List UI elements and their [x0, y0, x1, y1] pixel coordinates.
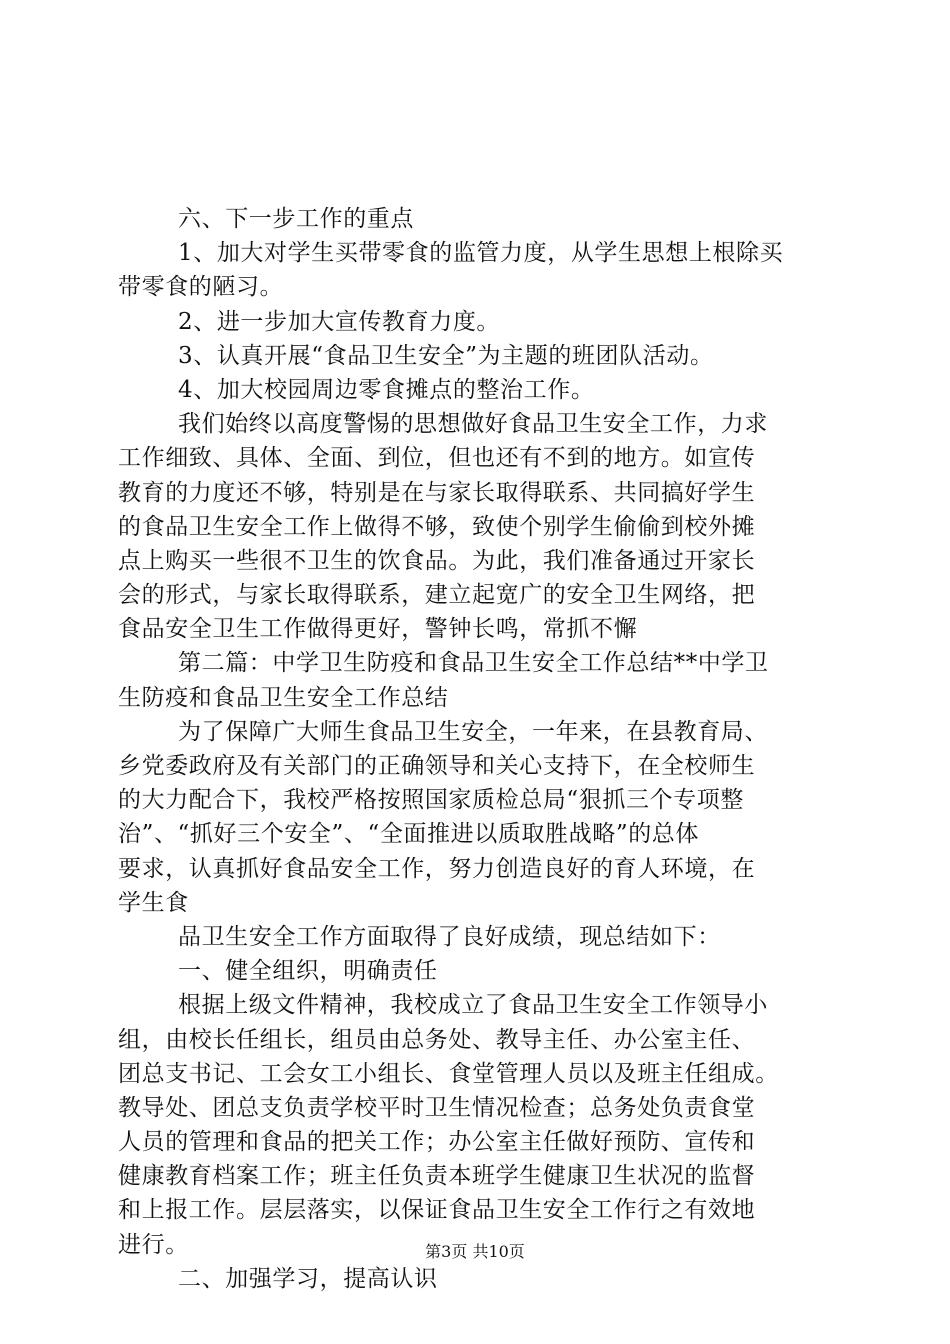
text-line: 的食品卫生安全工作上做得不够，致使个别学生偷偷到校外摊: [118, 513, 756, 540]
text-line: 健康教育档案工作；班主任负责本班学生健康卫生状况的监督: [118, 1163, 756, 1190]
text-line: 要求，认真抓好食品安全工作，努力创造良好的育人环境，在: [118, 855, 756, 882]
text-line: 和上报工作。层层落实，以保证食品卫生安全工作行之有效地: [118, 1197, 756, 1224]
text-line: 为了保障广大师生食品卫生安全，一年来，在县教育局、: [178, 718, 768, 745]
text-line: 点上购买一些很不卫生的饮食品。为此，我们准备通过开家长: [118, 547, 756, 574]
text-line: 教育的力度还不够，特别是在与家长取得联系、共同搞好学生: [118, 479, 756, 506]
text-line: 带零食的陋习。: [118, 274, 284, 301]
text-line: 治”、“抓好三个安全”、“全面推进以质取胜战略”的总体: [118, 821, 699, 848]
text-line: 我们始终以高度警惕的思想做好食品卫生安全工作，力求: [178, 411, 768, 438]
document-body: [118, 202, 838, 1296]
text-line: 乡党委政府及有关部门的正确领导和关心支持下，在全校师生: [118, 753, 756, 779]
text-line: 2、进一步加大宣传教育力度。: [178, 308, 501, 335]
page-footer: 第3页 共10页: [425, 1242, 525, 1261]
text-line: 会的形式，与家长取得联系，建立起宽广的安全卫生网络，把: [118, 582, 756, 609]
text-line: 的大力配合下，我校严格按照国家质检总局“狠抓三个专项整: [118, 787, 744, 814]
text-line: 4、加大校园周边零食摊点的整治工作。: [178, 376, 595, 403]
text-line: 品卫生安全工作方面取得了良好成绩，现总结如下：: [178, 923, 721, 950]
text-line: 1、加大对学生买带零食的监管力度，从学生思想上根除买: [178, 240, 784, 267]
text-line: 组，由校长任组长，组员由总务处、教导主任、办公室主任、: [118, 1026, 756, 1053]
text-line: 进行。: [118, 1231, 189, 1258]
text-line: 一、健全组织，明确责任: [178, 958, 438, 985]
text-line: 六、下一步工作的重点: [178, 206, 414, 232]
text-line: 人员的管理和食品的把关工作；办公室主任做好预防、宣传和: [118, 1129, 756, 1156]
text-line: 第二篇：中学卫生防疫和食品卫生安全工作总结**中学卫: [178, 650, 769, 677]
text-line: 3、认真开展“食品卫生安全”为主题的班团队活动。: [178, 342, 714, 369]
text-line: 根据上级文件精神，我校成立了食品卫生安全工作领导小: [178, 992, 768, 1019]
text-line: 食品安全卫生工作做得更好，警钟长鸣，常抓不懈: [118, 616, 638, 643]
text-line: 工作细致、具体、全面、到位，但也还有不到的地方。如宣传: [118, 445, 756, 472]
text-line: 二、加强学习，提高认识: [178, 1265, 438, 1292]
text-line: 团总支书记、工会女工小组长、食堂管理人员以及班主任组成。: [118, 1060, 779, 1087]
text-line: 学生食: [118, 889, 189, 916]
text-line: 教导处、团总支负责学校平时卫生情况检查；总务处负责食堂: [118, 1094, 756, 1121]
text-line: 生防疫和食品卫生安全工作总结: [118, 684, 449, 711]
